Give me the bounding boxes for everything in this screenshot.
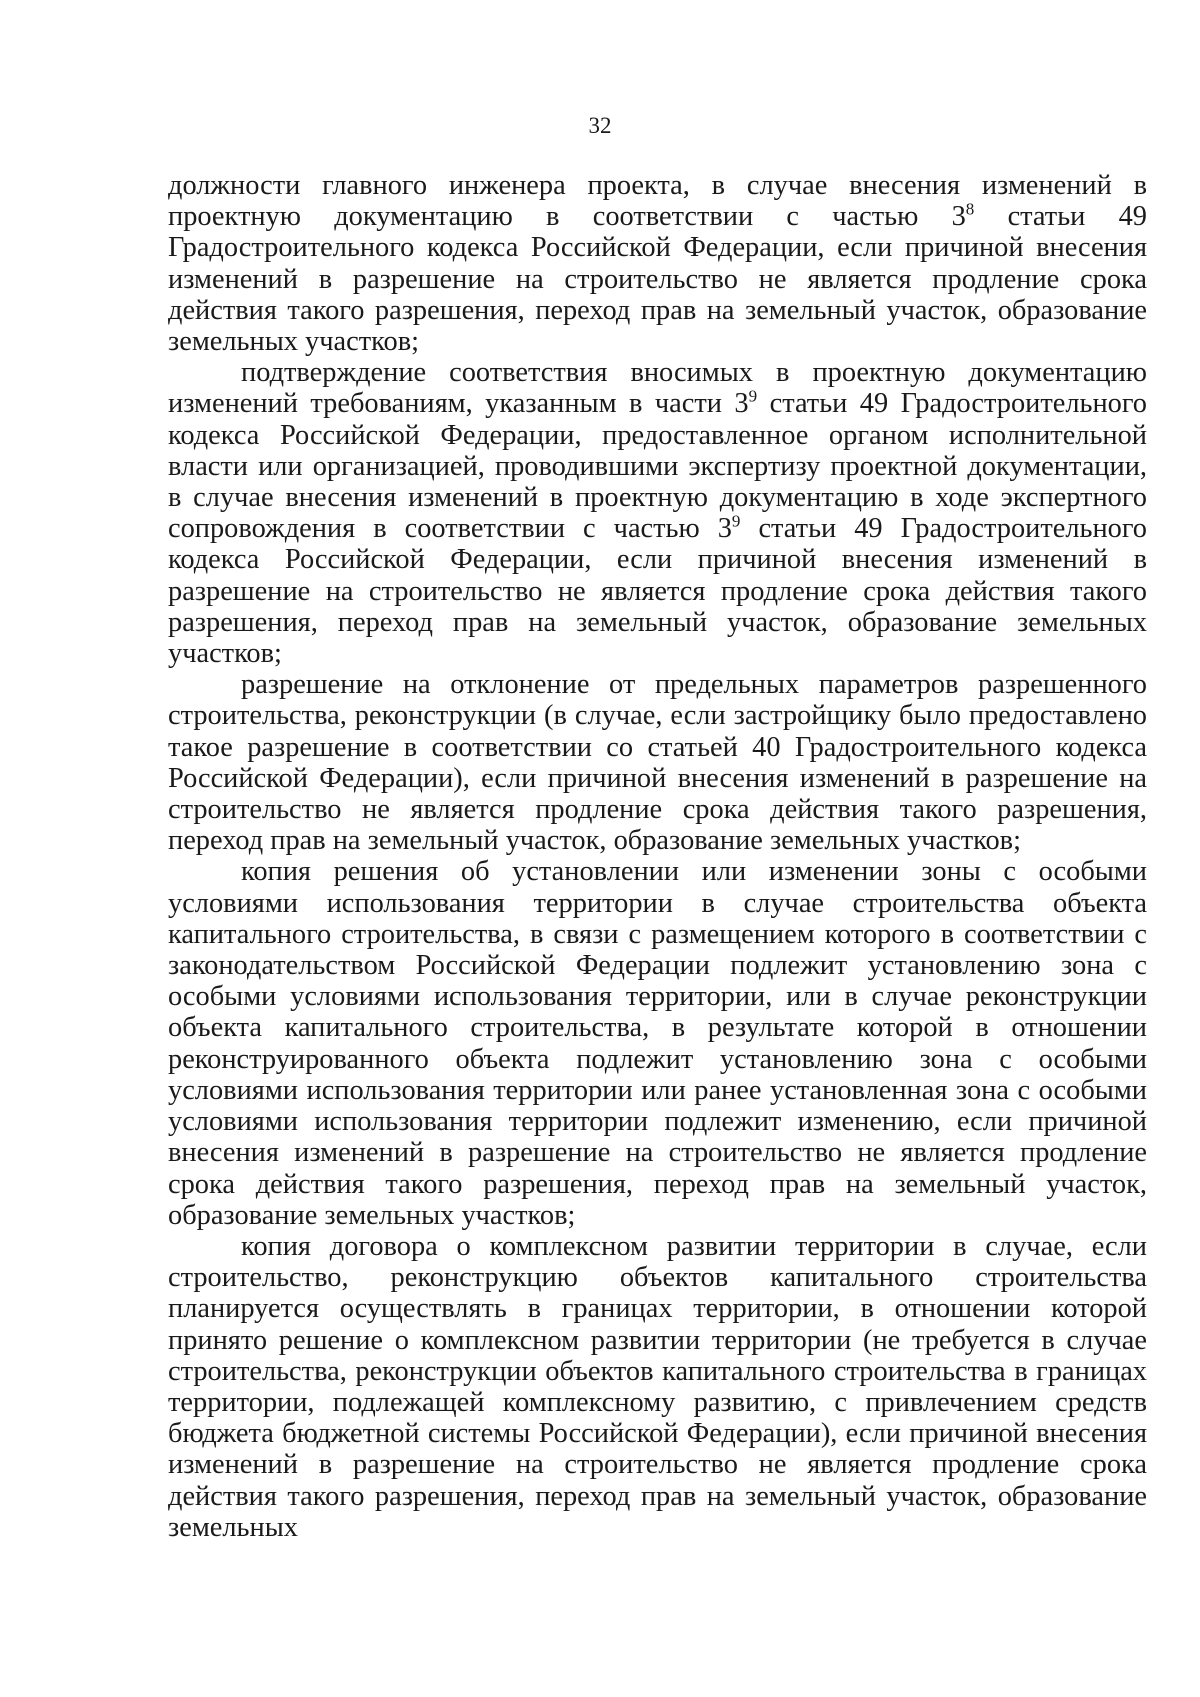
text-segment: статьи 49 Градостроительного кодекса Российской Федерации, предоставленное органом исполнительной власти или организацией, проводившими экспертизу проектной документации, в случае внесения изменений в проектную документацию в ходе экспертного сопровождения в соответствии с частью 3 [168,388,1148,545]
text-segment: копия решения об установлении или изменении зоны с особыми условиями использования территории в случае строительства объекта капитального строительства, в связи с размещением которого в соответствии с законодательством Российской Федерации подлежит установлению зона с особыми условиями использования территории, или в случае реконструкции объекта капитального строительства, в результате которой в отношении реконструированного объекта подлежит установлению зона с особыми условиями использования территории или ранее установленная зона с особыми условиями использования территории подлежит изменению, если причиной внесения изменений в разрешение на строительство не является продление срока действия такого разрешения, переход прав на земельный участок, образование земельных участков; [168,856,1147,1231]
text-segment: копия договора о комплексном развитии территории в случае, если строительство, реконструкцию объектов капитального строительства планируется осуществлять в границах территории, в отношении которой принято решение о комплексном развитии территории (не требуется в случае строительства, реконструкции объектов капитального строительства в границах территории, подлежащей комплексному развитию, с привлечением средств бюджета бюджетной системы Российской Федерации), если причиной внесения изменений в разрешение на строительство не является продление срока действия такого разрешения, переход прав на земельный участок, образование земельных [168,1230,1147,1543]
superscript: 9 [748,386,758,406]
paragraph-continuation [168,170,1147,357]
text-segment: статьи 49 Градостроительного кодекса Российской Федерации, если причиной внесения изменений в разрешение на строительство не является продление срока действия такого разрешения, переход прав на земельный участок, образование земельных участков; [168,513,1147,670]
text-segment: подтверждение соответствия вносимых в проектную документацию изменений требованиям, указанным в части 3 [168,357,1147,420]
page-number: 32 [588,113,612,138]
paragraph-deviation-permit [168,669,1147,856]
document-body [168,170,1147,1543]
text-segment: должности главного инженера проекта, в случае внесения изменений в проектную документацию в соответствии с частью 3 [168,170,1147,233]
paragraph-zone-decision [168,856,1147,1230]
superscript: 9 [731,511,741,531]
paragraph-confirmation [168,357,1147,669]
paragraph-territory-agreement [168,1231,1147,1543]
text-segment: статьи 49 Градостроительного кодекса Российской Федерации, если причиной внесения изменений в разрешение на строительство не является продление срока действия такого разрешения, переход прав на земельный участок, образование земельных участков; [168,201,1147,358]
superscript: 8 [965,199,975,219]
text-segment: разрешение на отклонение от предельных параметров разрешенного строительства, реконструкции (в случае, если застройщику было предоставлено такое разрешение в соответствии со статьей 40 Градостроительного кодекса Российской Федерации), если причиной внесения изменений в разрешение на строительство не является продление срока действия такого разрешения, переход прав на земельный участок, образование земельных участков; [168,669,1147,857]
